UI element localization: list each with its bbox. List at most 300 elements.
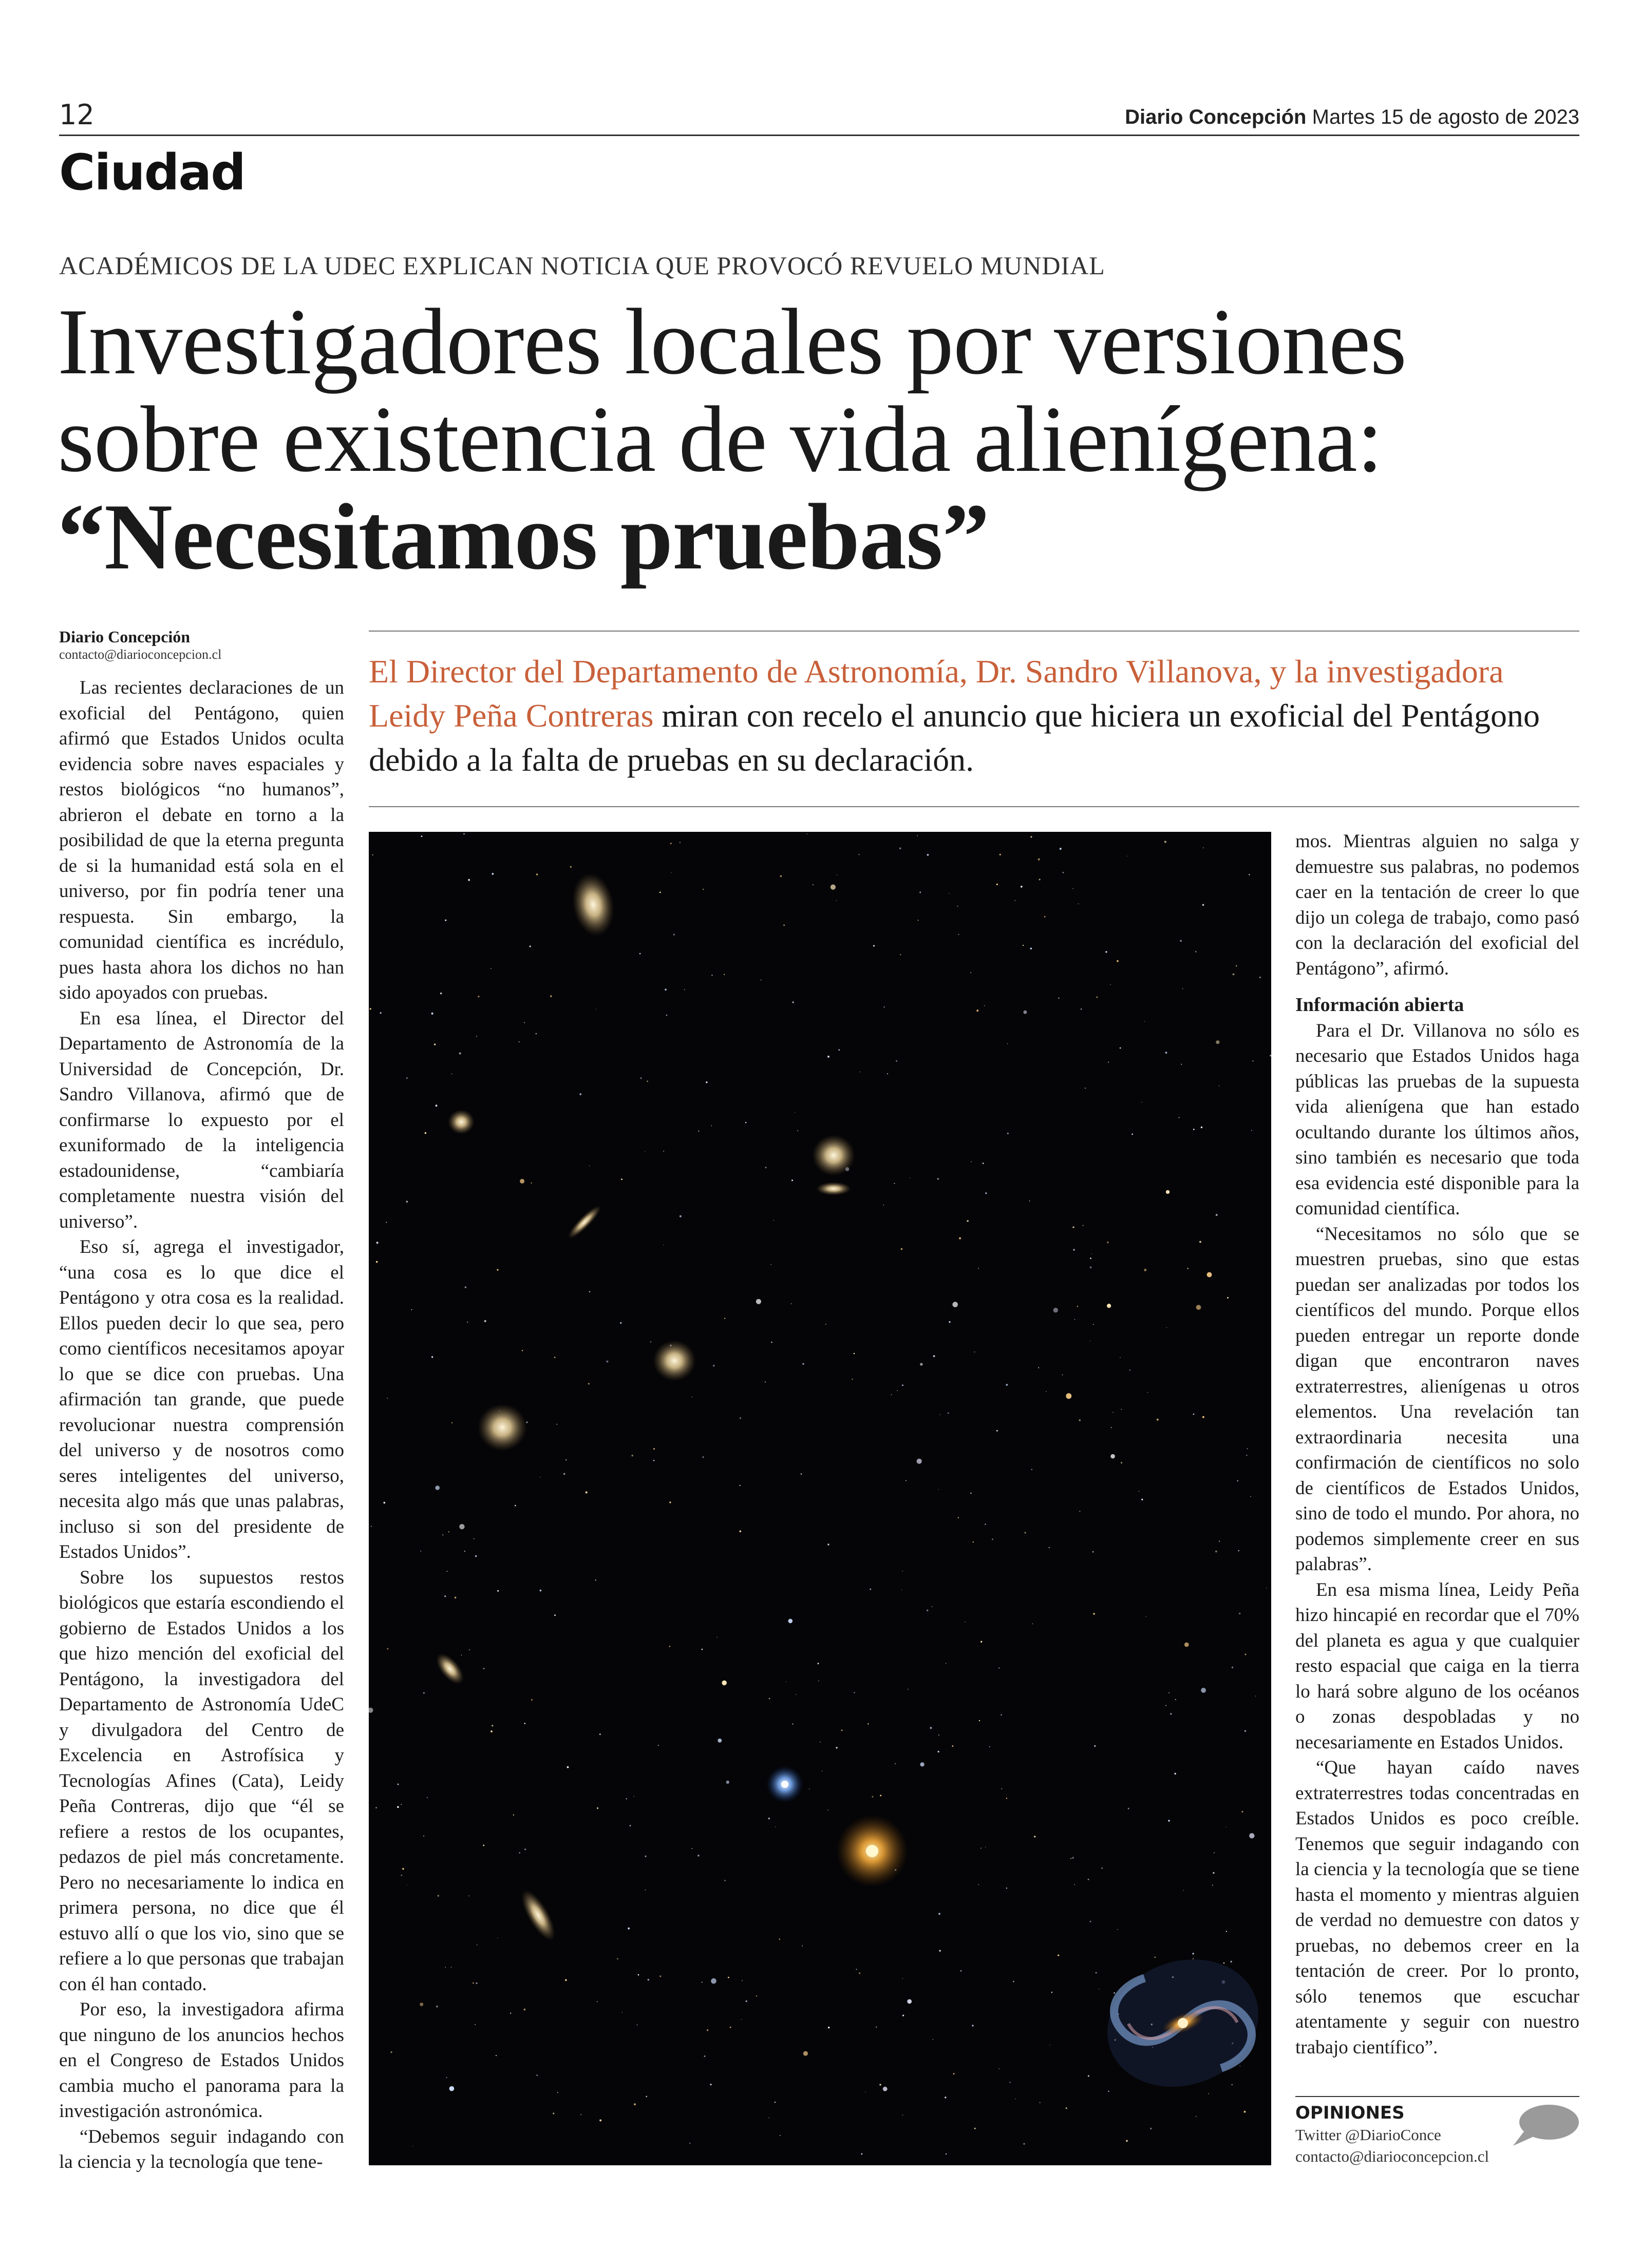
star xyxy=(1006,1888,1007,1889)
star xyxy=(411,1309,412,1310)
star xyxy=(520,1179,524,1184)
star xyxy=(1079,1511,1080,1512)
star xyxy=(540,1590,542,1592)
star xyxy=(917,1459,922,1464)
star xyxy=(1208,2093,1209,2094)
star xyxy=(1038,1367,1039,1368)
star xyxy=(779,1938,781,1940)
star xyxy=(703,889,704,890)
star xyxy=(468,1895,469,1896)
headline-line-1: Investigadores locales por versiones xyxy=(58,289,1407,394)
star xyxy=(697,1855,700,1857)
star xyxy=(1164,841,1166,843)
star xyxy=(745,1122,747,1123)
star xyxy=(946,1663,947,1664)
star xyxy=(902,2015,904,2016)
star xyxy=(1105,951,1107,952)
star xyxy=(380,1012,382,1014)
star xyxy=(999,854,1001,855)
star xyxy=(1184,1643,1189,1647)
star xyxy=(1231,1961,1232,1962)
star xyxy=(825,1324,826,1325)
star xyxy=(713,1365,715,1367)
star xyxy=(728,1977,729,1978)
star xyxy=(996,1430,998,1432)
star xyxy=(1195,951,1197,952)
star xyxy=(724,974,725,975)
star xyxy=(1121,1409,1122,1410)
star xyxy=(838,1049,840,1051)
star xyxy=(1193,1129,1195,1130)
star xyxy=(1201,1688,1206,1693)
star xyxy=(1001,1788,1002,1789)
star xyxy=(689,2143,690,2144)
star xyxy=(1213,1872,1214,1874)
star xyxy=(901,1248,903,1250)
star xyxy=(1196,2116,1197,2117)
star xyxy=(420,1551,421,1552)
star xyxy=(902,2114,903,2115)
star xyxy=(484,1320,486,1322)
star xyxy=(540,1477,541,1478)
star xyxy=(554,1357,556,1358)
star xyxy=(376,1242,379,1244)
star xyxy=(1107,1242,1109,1244)
star xyxy=(938,1735,939,1736)
star xyxy=(872,1796,873,1798)
star xyxy=(980,1847,982,1848)
star xyxy=(684,989,685,990)
star xyxy=(530,945,531,947)
star xyxy=(897,1390,898,1391)
star xyxy=(827,1056,829,1058)
star xyxy=(474,1538,475,1539)
star xyxy=(483,1668,485,1669)
star xyxy=(628,1928,630,1930)
star xyxy=(698,1131,699,1132)
star xyxy=(939,1950,940,1952)
star xyxy=(478,996,479,997)
star xyxy=(836,900,837,901)
star xyxy=(401,1875,402,1876)
star xyxy=(1023,2143,1025,2145)
kicker: ACADÉMICOS DE LA UDEC EXPLICAN NOTICIA QUE PROVOCÓ REVUELO MUNDIAL xyxy=(59,251,1105,280)
star xyxy=(1092,1551,1094,1553)
star xyxy=(1070,1858,1071,1859)
star xyxy=(390,2051,392,2053)
star xyxy=(724,1880,726,1881)
star xyxy=(780,2135,781,2136)
headline xyxy=(58,289,1578,589)
star xyxy=(680,842,681,843)
star xyxy=(606,1361,608,1363)
star xyxy=(797,1130,798,1131)
star xyxy=(467,1322,468,1323)
star xyxy=(1066,2107,1067,2109)
star xyxy=(1062,1374,1063,1375)
star xyxy=(648,1979,649,1980)
star xyxy=(420,2003,423,2006)
star xyxy=(896,1060,897,1062)
star xyxy=(1029,1200,1030,1202)
star xyxy=(930,1727,932,1729)
star xyxy=(836,1747,837,1748)
star xyxy=(387,1648,388,1649)
star xyxy=(492,1725,494,1727)
star xyxy=(949,893,950,894)
star xyxy=(1207,1272,1212,1278)
star xyxy=(524,1723,526,1724)
star xyxy=(647,1081,648,1082)
star xyxy=(646,2096,647,2098)
star xyxy=(1193,1953,1194,1954)
star xyxy=(841,1729,843,1731)
star xyxy=(702,1649,703,1650)
star xyxy=(895,1763,896,1764)
star xyxy=(398,1784,399,1785)
star xyxy=(859,854,860,855)
star xyxy=(653,1448,655,1450)
opinions-twitter: Twitter @DiarioConce xyxy=(1295,2126,1441,2144)
star xyxy=(1014,900,1015,901)
star xyxy=(1227,1297,1229,1299)
star xyxy=(1166,1190,1170,1194)
star xyxy=(477,1945,478,1946)
star xyxy=(1007,1043,1008,1044)
star xyxy=(637,2025,638,2026)
lead-rule-top xyxy=(369,631,1579,632)
star xyxy=(716,1637,718,1638)
star xyxy=(1090,1257,1091,1259)
star xyxy=(680,1215,682,1217)
star xyxy=(451,1967,452,1968)
body-paragraph: En esa línea, el Director del Departamento de Astronomía de la Universidad de Concepción, Dr. Sandro Villanova, afirmó que de confirmarse lo expuesto por el exuniformado de la inteligencia estadounidense, “cambiaría completamente nuestra visión del universo”. xyxy=(59,1007,344,1232)
star xyxy=(645,1856,646,1857)
star xyxy=(974,2128,976,2129)
star xyxy=(1225,1826,1226,1827)
star xyxy=(1101,1867,1103,1869)
star xyxy=(524,1022,525,1023)
body-paragraph: Sobre los supuestos restos biológicos que estaría escondiendo el gobierno de Estados Unidos a los que hizo mención del exoficial del Pentágono, la investigadora del Departamento de Astronomía UdeC y divulgadora del Centro de Excelencia en Astrofísica y Tecnologías Afines (Cata), Leidy Peña Contreras, dijo que “él se refiere a restos de los ocupantes, pedazos de piel más concretamente. Pero no necesariamente lo indica en primera persona, no dice que él estuvo allí o que los vio, sino que se refiere a lo que personas que trabajan con él han contado. xyxy=(59,1567,344,1995)
star xyxy=(620,1322,622,1324)
star xyxy=(978,1884,979,1885)
star xyxy=(756,1299,761,1304)
star xyxy=(827,1543,829,1546)
star xyxy=(1083,1225,1084,1226)
star xyxy=(906,1480,907,1481)
opinions-rule xyxy=(1295,2096,1579,2097)
star xyxy=(959,1237,961,1240)
opinions-email: contacto@diarioconcepcion.cl xyxy=(1295,2147,1489,2165)
star xyxy=(983,1162,984,1164)
star xyxy=(1096,997,1098,998)
star xyxy=(1236,965,1237,967)
star xyxy=(818,1663,819,1664)
star xyxy=(1038,859,1040,861)
star xyxy=(1110,1454,1115,1459)
star xyxy=(640,1077,642,1079)
star xyxy=(595,1579,596,1580)
star xyxy=(442,1534,443,1535)
star xyxy=(1244,1730,1246,1732)
star xyxy=(653,1460,655,1461)
star xyxy=(792,1001,794,1003)
star xyxy=(622,2012,623,2013)
star xyxy=(497,1269,498,1271)
star xyxy=(1240,2066,1241,2067)
star xyxy=(1131,1134,1133,1135)
star xyxy=(1247,1455,1248,1456)
star xyxy=(1155,1957,1156,1958)
star xyxy=(599,2120,601,2122)
star xyxy=(638,1974,639,1976)
star xyxy=(536,2074,537,2075)
star xyxy=(920,1762,924,1766)
star xyxy=(1259,977,1261,978)
star xyxy=(451,1422,452,1423)
star xyxy=(473,1983,474,1984)
star xyxy=(1039,879,1041,880)
star xyxy=(917,835,918,836)
star xyxy=(1058,998,1059,999)
star xyxy=(998,2068,999,2069)
star xyxy=(431,1013,433,1015)
star xyxy=(1013,1981,1014,1983)
star xyxy=(1201,1127,1202,1128)
star xyxy=(1250,1496,1251,1497)
star xyxy=(976,1009,978,1012)
star xyxy=(406,1200,408,1203)
star xyxy=(599,1733,601,1735)
masthead xyxy=(1125,106,1579,129)
star xyxy=(669,1501,671,1503)
star xyxy=(854,1692,855,1693)
star xyxy=(496,2055,497,2056)
star xyxy=(860,1072,861,1073)
star xyxy=(1144,1269,1146,1271)
star xyxy=(1120,1047,1121,1049)
star xyxy=(852,1379,853,1380)
star xyxy=(818,1681,819,1682)
star xyxy=(1015,2099,1016,2100)
star xyxy=(802,1946,803,1947)
star xyxy=(475,1555,477,1557)
star xyxy=(938,1489,939,1490)
star xyxy=(1025,1532,1026,1533)
star xyxy=(1023,945,1024,946)
star xyxy=(740,1418,741,1419)
star xyxy=(1088,1879,1089,1880)
star xyxy=(769,2118,770,2119)
star xyxy=(445,920,446,921)
star xyxy=(666,1015,668,1016)
star xyxy=(1150,2128,1152,2129)
star xyxy=(1249,1833,1254,1838)
star xyxy=(704,2055,706,2057)
star xyxy=(724,1318,725,1319)
star xyxy=(920,1363,923,1366)
star xyxy=(876,2027,877,2028)
star xyxy=(1166,1327,1167,1328)
star xyxy=(730,2027,731,2028)
star xyxy=(1111,1427,1112,1428)
star xyxy=(899,847,901,849)
star xyxy=(531,1699,533,1701)
star xyxy=(768,1818,770,1819)
star xyxy=(401,1804,402,1805)
star xyxy=(1074,1319,1076,1320)
byline-email: contacto@diarioconcepcion.cl xyxy=(59,647,222,662)
star xyxy=(425,1132,426,1134)
star xyxy=(985,1846,986,1847)
star xyxy=(554,1614,556,1616)
star xyxy=(650,1341,651,1342)
star xyxy=(483,1845,484,1846)
star xyxy=(894,1183,895,1184)
star xyxy=(1051,1992,1053,1993)
star xyxy=(1021,886,1023,888)
star xyxy=(933,1355,935,1357)
star xyxy=(1144,1021,1145,1022)
byline-name: Diario Concepción xyxy=(59,627,191,646)
star xyxy=(630,1825,631,1826)
star xyxy=(459,1524,464,1529)
star xyxy=(775,1826,776,1827)
star xyxy=(515,1505,516,1507)
star xyxy=(927,1610,928,1611)
star xyxy=(856,1969,857,1970)
star xyxy=(1093,1613,1095,1614)
star xyxy=(907,1999,912,2004)
star xyxy=(1034,1836,1035,1837)
star xyxy=(1031,1469,1032,1470)
star xyxy=(1212,1884,1213,1885)
star xyxy=(440,993,442,994)
star xyxy=(444,1595,446,1597)
body-paragraph: “Necesitamos no sólo que se muestren pruebas, sino que estas puedan ser analizadas por todos los científicos del mundo. Porque ellos pueden entregar un reporte donde digan que encontraron naves extraterrestres, alienígenas u otros elementos. Una revelación tan extraordinaria necesita una confirmación de científicos no solo de científicos de Estados Unidos, sino de todo el mundo. Por ahora, no podemos simplemente creer en sus palabras”. xyxy=(1295,1223,1579,1575)
star xyxy=(938,1913,940,1915)
star xyxy=(621,1178,623,1180)
star xyxy=(788,1619,793,1624)
star xyxy=(761,980,762,981)
star xyxy=(1046,1391,1047,1392)
star xyxy=(1110,984,1111,985)
star xyxy=(1091,1253,1092,1254)
star xyxy=(536,873,538,875)
star xyxy=(1085,1088,1086,1089)
star xyxy=(464,1551,465,1552)
body-column-1 xyxy=(59,675,344,2175)
star xyxy=(631,1455,633,1457)
star xyxy=(371,1526,372,1527)
star xyxy=(1030,948,1032,950)
star xyxy=(476,1983,477,1984)
star xyxy=(831,885,836,890)
star xyxy=(1108,2091,1109,2092)
star xyxy=(1202,1416,1204,1418)
star xyxy=(1090,1921,1091,1922)
star xyxy=(427,1797,428,1798)
star xyxy=(1072,1857,1073,1858)
star xyxy=(553,2113,554,2114)
star xyxy=(1199,1241,1201,1243)
star xyxy=(597,2001,598,2002)
star xyxy=(421,835,423,837)
star xyxy=(463,833,465,835)
star xyxy=(883,2087,888,2091)
star xyxy=(1006,1798,1007,1799)
star xyxy=(658,1745,659,1746)
star xyxy=(1214,1852,1215,1853)
star xyxy=(436,2006,438,2008)
star xyxy=(756,1995,758,1997)
star xyxy=(859,1972,860,1974)
star xyxy=(822,1771,823,1772)
star xyxy=(702,1982,703,1983)
star xyxy=(957,906,958,907)
star xyxy=(1072,1226,1074,1228)
star xyxy=(837,874,838,875)
star xyxy=(1032,1624,1033,1625)
star xyxy=(469,1649,470,1650)
star xyxy=(984,1005,985,1006)
star xyxy=(579,1093,581,1095)
star xyxy=(1126,2140,1128,2142)
star xyxy=(563,1473,565,1475)
star xyxy=(1072,888,1073,889)
star xyxy=(519,1852,520,1853)
star xyxy=(992,1538,993,1540)
star xyxy=(1129,1369,1130,1370)
star xyxy=(793,1724,794,1725)
star xyxy=(1255,1695,1256,1697)
star xyxy=(902,1384,903,1386)
star xyxy=(634,2103,636,2105)
star xyxy=(883,1205,884,1206)
star xyxy=(887,1073,888,1074)
star xyxy=(769,1698,770,1700)
star xyxy=(807,833,808,834)
star xyxy=(449,2086,455,2091)
star xyxy=(1239,1613,1240,1614)
star xyxy=(1141,1499,1143,1500)
star xyxy=(1079,1419,1081,1421)
star xyxy=(972,2025,973,2026)
star xyxy=(1030,836,1032,837)
star xyxy=(952,1302,958,1307)
issue-date: Martes 15 de agosto de 2023 xyxy=(1312,106,1579,128)
star xyxy=(524,1848,526,1850)
header-rule xyxy=(59,135,1579,136)
star xyxy=(1001,1714,1002,1716)
star xyxy=(580,2114,581,2115)
star xyxy=(1009,2082,1010,2083)
star xyxy=(1182,988,1183,989)
star xyxy=(570,866,572,868)
star xyxy=(978,1268,979,1269)
star xyxy=(1081,1008,1082,1009)
star xyxy=(659,1975,661,1977)
star xyxy=(970,973,971,974)
star xyxy=(445,1967,446,1968)
star xyxy=(1251,1130,1252,1131)
body-column-3 xyxy=(1295,829,1579,2060)
star xyxy=(1216,1040,1219,1044)
opinions-title: OPINIONES xyxy=(1295,2103,1405,2123)
body-paragraph: “Debemos seguir indagando con la ciencia y la tecnología que tene- xyxy=(59,2126,344,2172)
star xyxy=(1094,1745,1096,1747)
star xyxy=(557,2092,558,2093)
